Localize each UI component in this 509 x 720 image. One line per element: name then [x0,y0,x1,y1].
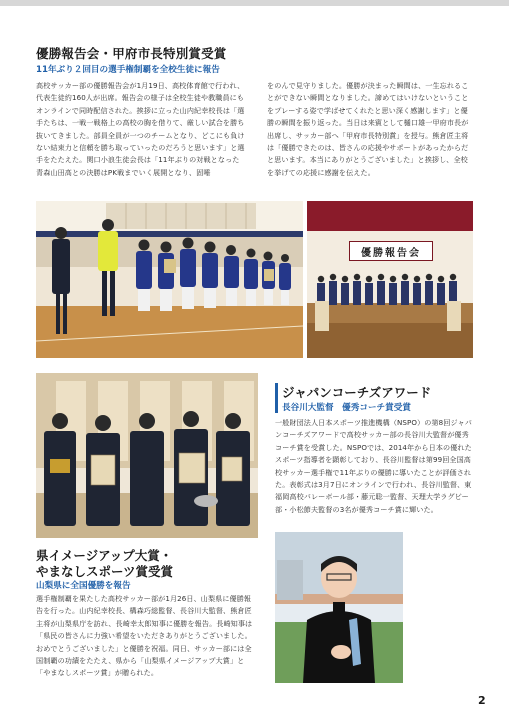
stage-banner-text: 優勝報告会 [361,247,421,259]
section2-body: 選手権制覇を果たした高校サッカー部が1月26日、山梨県に優勝報告を行った。山内紀幸校長、構森巧総監督、長谷川大監督、熊倉匠主将が山梨県庁を訪れ、長崎幸太郎知事に優勝を報告。長崎知事は「県民の皆さんに力強い希望をいただきありがとうございました。おめでとうございました」と優勝を祝福。同日、サッカー部には全国制覇の功績をたたえ、県から「山梨県イメージアップ大賞」と「やまなしスポーツ賞」が贈られた。 [36,594,253,678]
photo-prefecture-visit [36,373,258,538]
section3-subtitle: 長谷川大監督 優秀コーチ賞受賞 [282,403,411,413]
top-rule [0,0,509,6]
section2-title-line2: やまなしスポーツ賞受賞 [36,564,174,579]
section1-body-col2: をのんで見守りました。優勝が決まった瞬間は、一生忘れることができない瞬間となりました。諦めてはいけないということをプレーする姿で学ばせてくれたと思い深く感謝します」と優勝の瞬間を振り返った。当日は来賓として樋口雄一甲府市長が出席し、サッカー部へ「甲府市長特別賞」を授与。熊倉匠主将は「優勝できたのは、皆さんの応援やサポートがあったからだと思います。本当にありがとうございました」と挨拶し、全校を挙げての応援に感謝を伝えた。 [267,81,469,177]
section1-title: 優勝報告会・甲府市長特別賞受賞 [36,46,227,61]
section2-subtitle: 山梨県に全国優勝を報告 [36,581,131,591]
page-number: 2 [478,694,486,707]
photo-coach-with-trophy [275,532,403,683]
photo-team-in-gym [36,201,303,358]
stage-banner [349,241,433,261]
section2-title-line1: 県イメージアップ大賞・ [36,548,173,563]
photo-report-stage [307,201,473,358]
section1-subtitle: 11年ぶり２回目の選手権制覇を全校生徒に報告 [36,65,220,75]
section3-accent-bar [275,383,278,413]
section3-body: 一般財団法人日本スポーツ推進機構（NSPO）の第8回ジャパンコーチズアワードで高校サッカー部の長谷川大監督が優秀コーチ賞を受賞した。NSPOでは、2014年から日本の優れたスポーツ指導者を顕彰しており、長谷川監督は第99回全国高校サッカー選手権で11年ぶりの優勝に導いたことが評価された。表彰式は3月7日にオンラインで行われ、長谷川監督、東福岡高校バレーボール部・藤元聡一監督、天理大学ラグビー部・小松節夫監督の3名が優秀コーチ賞に輝いた。 [275,418,472,514]
section3-title: ジャパンコーチズアワード [282,385,432,400]
section1-body-col1: 高校サッカー部の優勝報告会が1月19日、高校体育館で行われ、代表生徒約160人が出席。報告会の様子は全校生徒や教職員にもオンラインで同時配信された。挨拶に立った山内紀幸校長は「選手たちは、一戦一戦格上の高校の胸を借りて、厳しい試合を勝ち抜いてきました。部員全員が一つのチームとなり、どこにも負けない結束力と信頼を勝ち取っていったのだろうと思います」と選手をたたえた。関口小浪生徒会長は「11年ぶりの対戦となった青森山田高との決勝はPK戦までいく展開となり、固唾 [36,81,245,177]
